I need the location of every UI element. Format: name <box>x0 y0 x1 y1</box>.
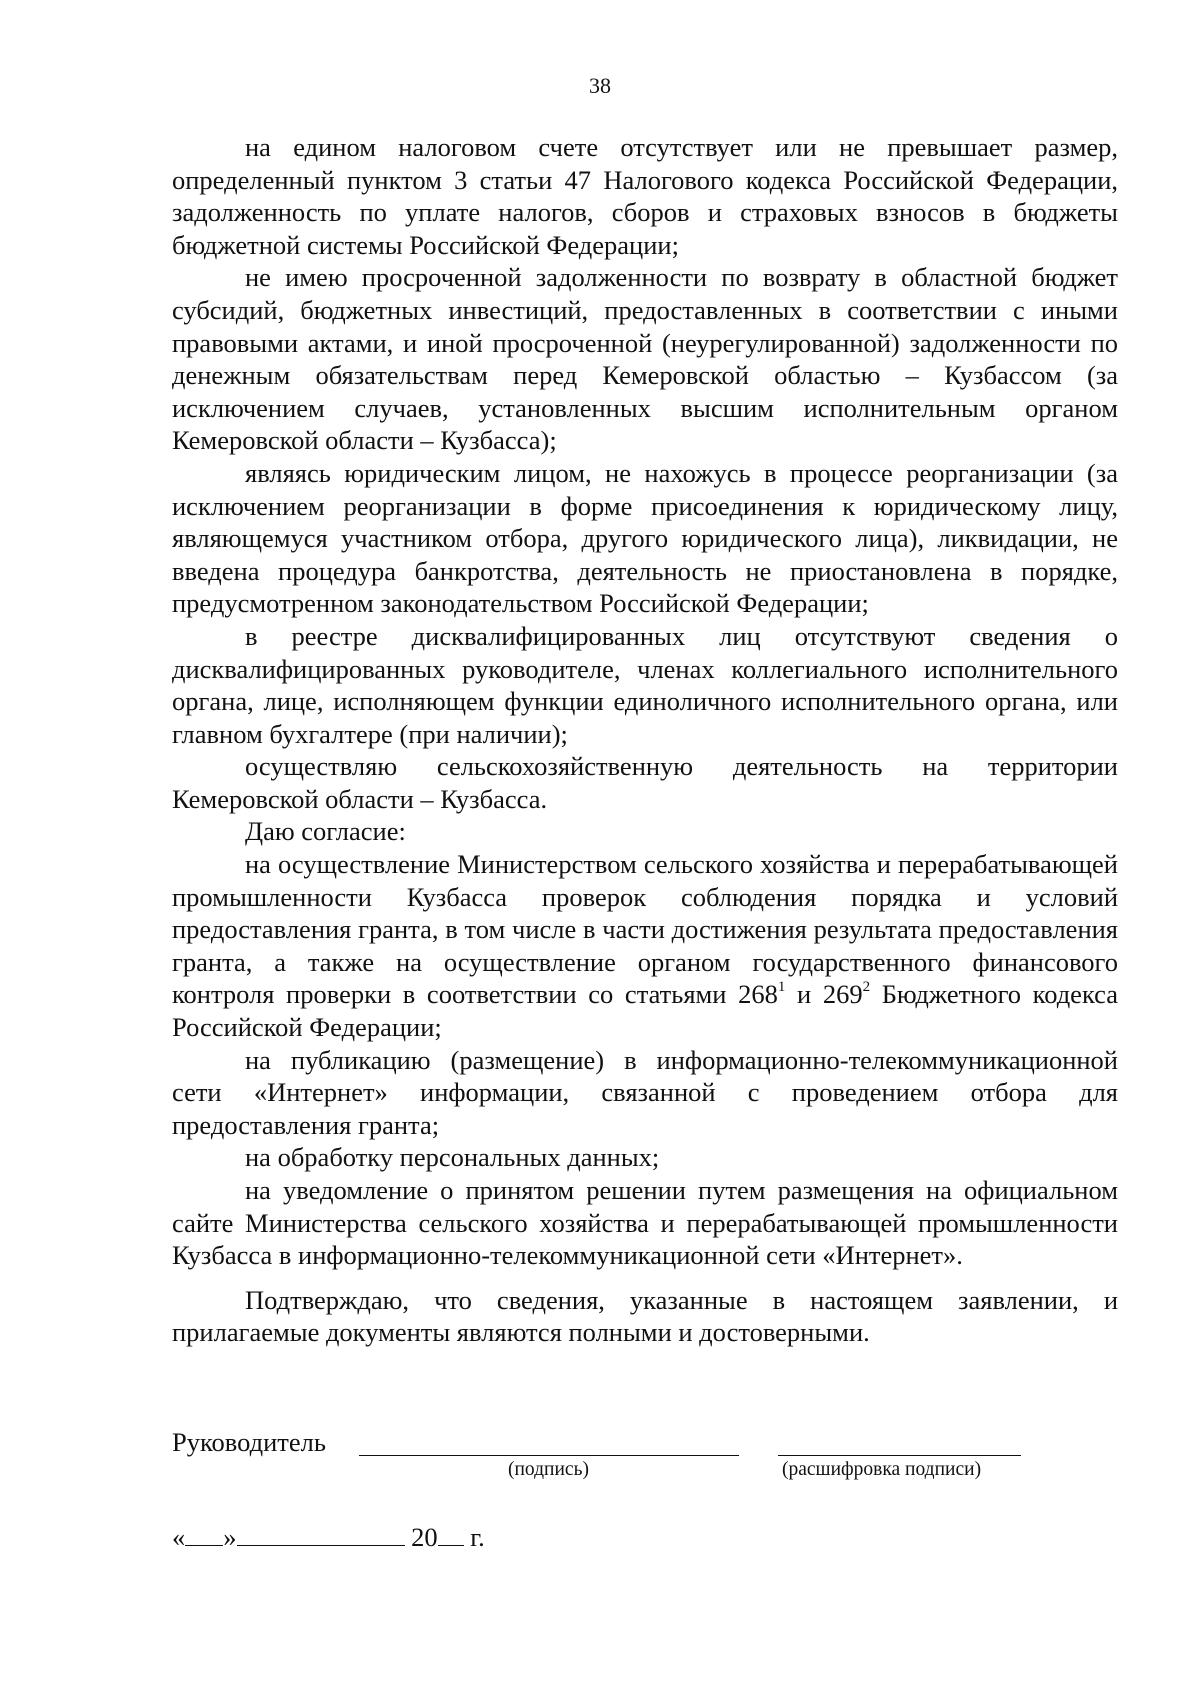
superscript-2: 2 <box>862 978 871 995</box>
signature-decode-line <box>778 1455 1021 1456</box>
confirmation-paragraph: Подтверждаю, что сведения, указанные в настоящем заявлении, и прилагаемые документы являются полными и достоверными. <box>172 1284 1118 1348</box>
consent-item-publication: на публикацию (размещение) в информационно-телекоммуникационной сети «Интернет» информации, связанной с проведением отбора для предоставления гранта; <box>172 1044 1118 1140</box>
consent-item-notification: на уведомление о принятом решении путем размещения на официальном сайте Министерства сельского хозяйства и перерабатывающей промышленности Кузбасса в информационно-телекоммуникационной сети «Интернет». <box>172 1175 1118 1271</box>
paragraph-agricultural-activity: осуществляю сельскохозяйственную деятельность на территории Кемеровской области – Кузбасса. <box>172 751 1118 814</box>
date-open-quote: « <box>172 1522 186 1552</box>
consent-item-personal-data: на обработку персональных данных; <box>245 1142 660 1173</box>
paragraph-disqualified-persons: в реестре дисквалифицированных лиц отсутствуют сведения о дисквалифицированных руководителе, членах коллегиального исполнительного органа, лице, исполняющем функции единоличного исполнительного органа, или главном бухгалтере (при наличии); <box>172 620 1118 749</box>
page-number: 38 <box>589 73 611 98</box>
date-year-suffix: г. <box>470 1522 485 1552</box>
paragraph-tax-debt: на едином налоговом счете отсутствует или не превышает размер, определенный пунктом 3 статьи 47 Налогового кодекса Российской Федерации, задолженность по уплате налогов, сборов и страховых взносов в бюджеты бюджетной системы Российской Федерации; <box>172 132 1118 260</box>
superscript-1: 1 <box>777 978 786 995</box>
date-year-prefix: 20 <box>411 1522 438 1552</box>
consent-inspection-after: Бюджетного кодекса Российской Федерации; <box>172 979 1119 1043</box>
document-body <box>172 131 1118 1349</box>
date-close-quote: » <box>223 1522 237 1552</box>
paragraph-overdue-debt: не имею просроченной задолженности по возврату в областной бюджет субсидий, бюджетных инвестиций, предоставленных в соответствии с иными правовыми актами, и иной просроченной (неурегулированной) задолженности по денежным обязательствам перед Кемеровской областью – Кузбассом (за исключением случаев, установленных высшим исполнительным органом Кемеровской области – Кузбасса); <box>172 262 1118 456</box>
consent-heading: Даю согласие: <box>245 816 406 847</box>
signature-caption: (подпись) <box>508 1459 589 1480</box>
date-year-blank <box>438 1523 464 1546</box>
date-month-blank <box>237 1523 405 1546</box>
consent-inspection-between: и 269 <box>785 979 863 1010</box>
date-line <box>172 1521 485 1553</box>
consent-inspection-text: на осуществление Министерством сельского хозяйства и перерабатывающей промышленности Кузбасса проверок соблюдения порядка и условий предоставления гранта, в том числе в части достижения результата предоставления гранта, а также на осуществление органом государственного финансового контроля проверки в соответствии со статьями 268 <box>172 849 1118 1010</box>
signature-label: Руководитель <box>172 1427 326 1457</box>
signature-line <box>359 1455 739 1456</box>
consent-item-inspection <box>172 848 1118 1044</box>
signature-decode-caption: (расшифровка подписи) <box>782 1459 982 1480</box>
paragraph-reorganization: являясь юридическим лицом, не нахожусь в процессе реорганизации (за исключением реорганизации в форме присоединения к юридическому лицу, являющемуся участником отбора, другого юридического лица), ликвидации, не введена процедура банкротства, деятельность не приостановлена в порядке, предусмотренном законодательством Российской Федерации; <box>172 457 1118 619</box>
date-day-blank <box>185 1523 223 1546</box>
